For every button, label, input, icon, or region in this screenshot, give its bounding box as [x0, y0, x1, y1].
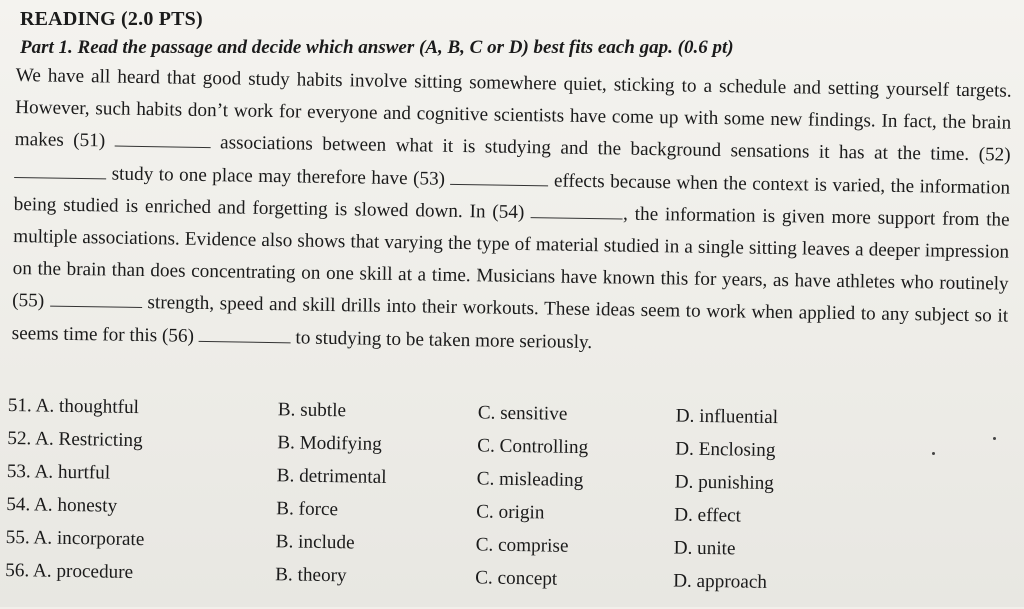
passage-text-1: We have all heard that good study habits involve sitting somewhere quiet, sticking to a schedule and setting yourself targets. However, such habits don’t work for everyone and cognitive scientists have come up with some new findings. In fact, the brain makes (51)	[14, 64, 1012, 152]
option-b: B. subtle	[277, 399, 347, 422]
part-instruction: Part 1. Read the passage and decide which answer (A, B, C or D) best fits each gap. (0.6 pt)	[20, 37, 734, 58]
option-d: D. approach	[672, 570, 768, 593]
gap-53	[450, 169, 548, 186]
answer-options	[5, 395, 1008, 609]
stray-mark	[993, 437, 996, 440]
gap-55	[50, 292, 142, 308]
passage-text-5: , the information is given more support from the multiple associations. Evidence also shows that varying the type of material studied in a single sitting leaves a deeper impression on the brain than does concentrating on one skill at a time. Musicians have known this for years, as have athletes who routinely (55)	[12, 203, 1010, 312]
option-b: B. force	[276, 498, 339, 521]
option-c: C. origin	[476, 501, 545, 524]
option-c: C. misleading	[476, 468, 584, 492]
option-a: 55. A. incorporate	[5, 526, 145, 551]
gap-52	[14, 163, 106, 179]
option-a: 56. A. procedure	[5, 559, 134, 583]
option-b: B. include	[275, 531, 355, 554]
option-c: C. sensitive	[477, 402, 568, 425]
option-c: C. comprise	[475, 534, 569, 557]
option-a: 53. A. hurtful	[6, 460, 111, 484]
option-b: B. detrimental	[276, 465, 387, 488]
passage-text-4: effects because when the context is varied, the information being studied is enriched and forgetting is slowed down. In (54)	[13, 169, 1011, 223]
option-c: C. concept	[475, 567, 558, 590]
reading-passage	[11, 60, 1011, 365]
option-d: D. Enclosing	[675, 438, 776, 462]
option-a: 54. A. honesty	[6, 493, 118, 517]
option-c: C. Controlling	[477, 435, 589, 459]
option-d: D. punishing	[674, 471, 775, 495]
option-d: D. influential	[675, 405, 779, 429]
option-b: B. theory	[275, 564, 347, 587]
option-d: D. unite	[673, 537, 736, 560]
section-title: READING (2.0 PTS)	[20, 8, 203, 30]
gap-56	[199, 327, 291, 343]
option-d: D. effect	[674, 504, 742, 527]
option-b: B. Modifying	[277, 432, 382, 455]
stray-mark	[932, 452, 935, 455]
passage-text-2: associations between what it is studying and the background sensations it has at the time. (52)	[210, 132, 1011, 167]
passage-text-6: strength, speed and skill drills into their workouts. These ideas seem to work when applied to any subject so it seems time for this (56)	[11, 292, 1009, 347]
gap-51	[115, 132, 211, 149]
passage-text-3: study to one place may therefore have (53)	[106, 163, 451, 190]
option-a: 52. A. Restricting	[7, 427, 143, 452]
gap-54	[531, 203, 623, 219]
passage-text-7: to studying to be taken more seriously.	[290, 326, 593, 353]
option-a: 51. A. thoughtful	[7, 395, 140, 419]
